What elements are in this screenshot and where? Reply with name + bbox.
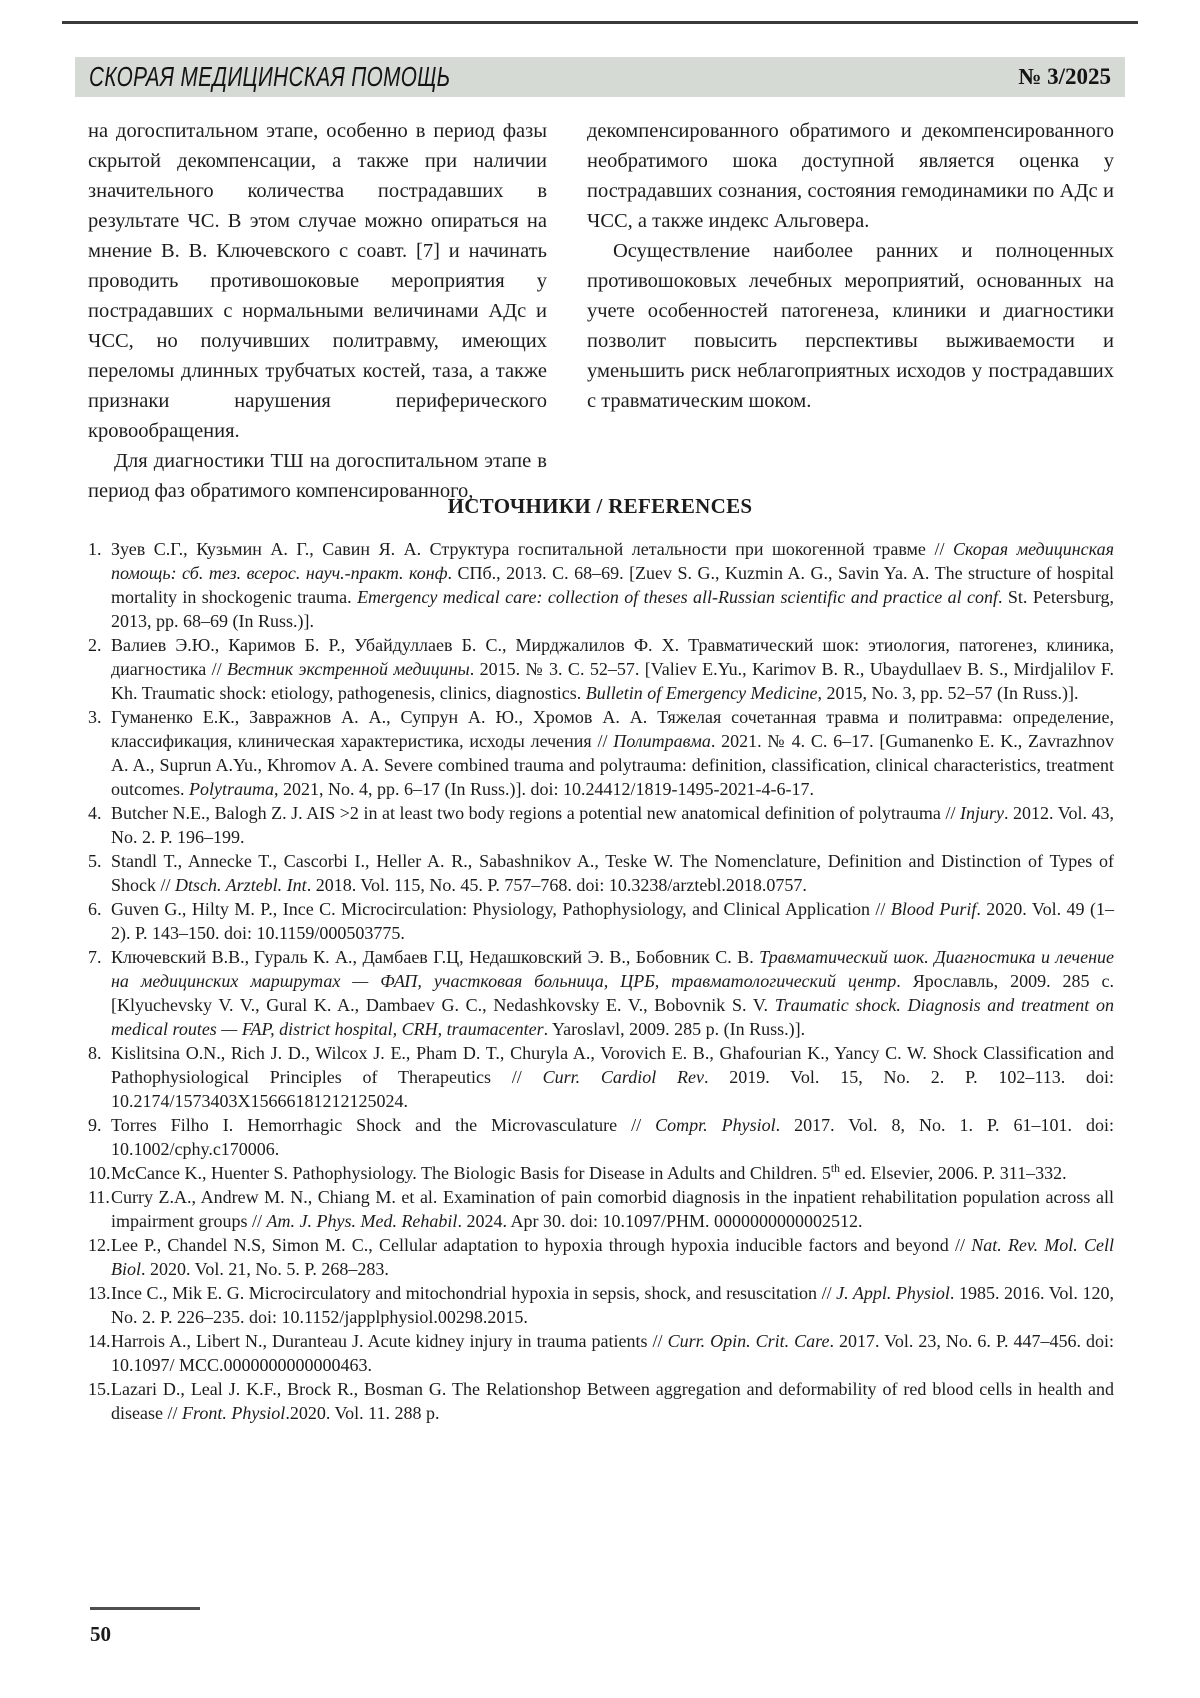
footer-rule <box>90 1607 200 1610</box>
references-heading: ИСТОЧНИКИ / REFERENCES <box>447 494 753 518</box>
reference-text: Kislitsina O.N., Rich J. D., Wilcox J. E., Pham D. T., Churyla A., Vorovich E. B., Ghafourian K., Yancy C. W. Shock Classification and Pathophysiological Principles of Therapeutics // Curr. Cardiol Rev. 2019. Vol. 15, No. 2. P. 102–113. doi: 10.2174/1573403X15666181212125024. <box>111 1043 1115 1111</box>
reference-text: Ince C., Mik E. G. Microcirculatory and mitochondrial hypoxia in sepsis, shock, and resuscitation // J. Appl. Physiol. 1985. 2016. Vol. 120, No. 2. P. 226–235. doi: 10.1152/japplphysiol.00298.2015. <box>111 1283 1114 1327</box>
reference-number: 7. <box>88 947 102 967</box>
reference-text: Lee P., Chandel N.S, Simon M. C., Cellular adaptation to hypoxia through hypoxia inducible factors and beyond // Nat. Rev. Mol. Cell Biol. 2020. Vol. 21, No. 5. P. 268–283. <box>111 1235 1114 1279</box>
reference-number: 5. <box>88 851 102 871</box>
reference-text: Standl T., Annecke T., Cascorbi I., Heller A. R., Sabashnikov A., Teske W. The Nomenclature, Definition and Distinction of Types of Shock // Dtsch. Arztebl. Int. 2018. Vol. 115, No. 45. P. 757–768. doi: 10.3238/arztebl.2018.0757. <box>111 851 1114 895</box>
reference-item <box>88 1185 1114 1233</box>
left-column <box>88 116 547 506</box>
reference-number: 10. <box>88 1163 111 1183</box>
reference-number: 8. <box>88 1043 102 1063</box>
reference-text: Lazari D., Leal J. K.F., Brock R., Bosman G. The Relationshop Between aggregation and deformability of red blood cells in health and disease // Front. Physiol.2020. Vol. 11. 288 p. <box>111 1379 1114 1423</box>
reference-text: Torres Filho I. Hemorrhagic Shock and the Microvasculature // Compr. Physiol. 2017. Vol. 8, No. 1. P. 61–101. doi: 10.1002/cphy.c170006. <box>111 1115 1114 1159</box>
reference-text: Guven G., Hilty M. P., Ince C. Microcirculation: Physiology, Pathophysiology, and Clinical Application // Blood Purif. 2020. Vol. 49 (1–2). P. 143–150. doi: 10.1159/000503775. <box>111 899 1114 943</box>
reference-item <box>88 849 1114 897</box>
paragraph: на догоспитальном этапе, особенно в период фазы скрытой декомпенсации, а также при наличии значительного количества пострадавших в результате ЧС. В этом случае можно опираться на мнение В. В. Ключевского с соавт. [7] и начинать проводить противошоковые мероприятия у пострадавших с нормальными величинами АДс и ЧСС, но получивших политравму, имеющих переломы длинных трубчатых костей, таза, а также признаки нарушения периферического кровообращения. <box>88 120 547 442</box>
reference-number: 9. <box>88 1115 102 1135</box>
reference-text: Гуманенко Е.К., Завражнов А. А., Супрун А. Ю., Хромов А. А. Тяжелая сочетанная травма и политравма: определение, классификация, клиническая характеристика, исходы лечения // Политравма. 2021. № 4. С. 6–17. [Gumanenko E. K., Zavrazhnov A. A., Suprun A.Yu., Khromov A. A. Severe combined trauma and polytrauma: definition, classification, clinical characteristics, treatment outcomes. Polytrauma, 2021, No. 4, pp. 6–17 (In Russ.)]. doi: 10.24412/1819-1495-2021-4-6-17. <box>111 707 1114 799</box>
paragraph: Для диагностики ТШ на догоспитальном этапе в период фаз обратимого компенсированного, <box>88 450 547 502</box>
reference-number: 3. <box>88 707 102 727</box>
reference-item <box>88 897 1114 945</box>
reference-text: Harrois A., Libert N., Duranteau J. Acute kidney injury in trauma patients // Curr. Opin. Crit. Care. 2017. Vol. 23, No. 6. P. 447–456. doi: 10.1097/ MCC.0000000000000463. <box>111 1331 1114 1375</box>
right-column <box>587 116 1114 506</box>
reference-text: Ключевский В.В., Гураль К. А., Дамбаев Г.Ц, Недашковский Э. В., Бобовник С. В. Травматический шок. Диагностика и лечение на медицинских маршрутах — ФАП, участковая больница, ЦРБ, травматологический центр. Ярославль, 2009. 285 с. [Klyuchevsky V. V., Gural K. A., Dambaev G. C., Nedashkovsky E. V., Bobovnik S. V. Traumatic shock. Diagnosis and treatment on medical routes — FAP, district hospital, CRH, traumacenter. Yaroslavl, 2009. 285 p. (In Russ.)]. <box>111 947 1115 1039</box>
reference-item <box>88 1041 1114 1113</box>
reference-number: 6. <box>88 899 102 919</box>
references-list <box>88 537 1114 1425</box>
reference-number: 11. <box>88 1187 110 1207</box>
reference-text: McCance K., Huenter S. Pathophysiology. The Biologic Basis for Disease in Adults and Children. 5th ed. Elsevier, 2006. P. 311–332. <box>111 1162 1067 1183</box>
reference-item <box>88 1329 1114 1377</box>
reference-number: 12. <box>88 1235 111 1255</box>
reference-number: 1. <box>88 539 102 559</box>
reference-number: 2. <box>88 635 102 655</box>
article-body <box>88 116 1114 506</box>
reference-text: Butcher N.E., Balogh Z. J. AIS >2 in at least two body regions a potential new anatomical definition of polytrauma // Injury. 2012. Vol. 43, No. 2. P. 196–199. <box>111 803 1114 847</box>
reference-item <box>88 633 1114 705</box>
paragraph: декомпенсированного обратимого и декомпенсированного необратимого шока доступной является оценка у пострадавших сознания, состояния гемодинамики по АДс и ЧСС, а также индекс Альговера. <box>587 120 1114 232</box>
reference-item <box>88 801 1114 849</box>
reference-text: Curry Z.A., Andrew M. N., Chiang M. et al. Examination of pain comorbid diagnosis in the inpatient rehabilitation population across all impairment groups // Am. J. Phys. Med. Rehabil. 2024. Apr 30. doi: 10.1097/PHM. 0000000000002512. <box>111 1187 1114 1231</box>
paragraph: Осуществление наиболее ранних и полноценных противошоковых лечебных мероприятий, основанных на учете особенностей патогенеза, клиники и диагностики позволит повысить перспективы выживаемости и уменьшить риск неблагоприятных исходов у пострадавших с травматическим шоком. <box>587 240 1114 412</box>
reference-number: 4. <box>88 803 102 823</box>
issue-number: № 3/2025 <box>1018 64 1111 89</box>
journal-header-bar <box>75 57 1125 97</box>
reference-text: Валиев Э.Ю., Каримов Б. Р., Убайдуллаев Б. С., Мирджалилов Ф. Х. Травматический шок: этиология, патогенез, клиника, диагностика // Вестник экстренной медицины. 2015. № 3. С. 52–57. [Valiev E.Yu., Karimov B. R., Ubaydullaev B. S., Mirdjalilov F. Kh. Traumatic shock: etiology, pathogenesis, clinics, diagnostics. Bulletin of Emergency Medicine, 2015, No. 3, pp. 52–57 (In Russ.)]. <box>111 635 1114 703</box>
reference-item <box>88 537 1114 633</box>
journal-title: СКОРАЯ МЕДИЦИНСКАЯ ПОМОЩЬ <box>89 61 451 92</box>
reference-item <box>88 1233 1114 1281</box>
page-number: 50 <box>90 1622 111 1646</box>
reference-item <box>88 1377 1114 1425</box>
reference-number: 14. <box>88 1331 111 1351</box>
reference-item <box>88 1113 1114 1161</box>
reference-number: 15. <box>88 1379 111 1399</box>
reference-item <box>88 1281 1114 1329</box>
reference-item <box>88 705 1114 801</box>
reference-number: 13. <box>88 1283 111 1303</box>
top-rule <box>62 21 1138 24</box>
reference-item <box>88 945 1114 1041</box>
reference-text: Зуев С.Г., Кузьмин А. Г., Савин Я. А. Структура госпитальной летальности при шокогенной травме // Скорая медицинская помощь: сб. тез. всерос. науч.-практ. конф. СПб., 2013. С. 68–69. [Zuev S. G., Kuzmin A. G., Savin Ya. A. The structure of hospital mortality in shockogenic trauma. Emergency medical care: collection of theses all-Russian scientific and practice al conf. St. Petersburg, 2013, pp. 68–69 (In Russ.)]. <box>111 539 1115 631</box>
reference-item <box>88 1161 1114 1185</box>
